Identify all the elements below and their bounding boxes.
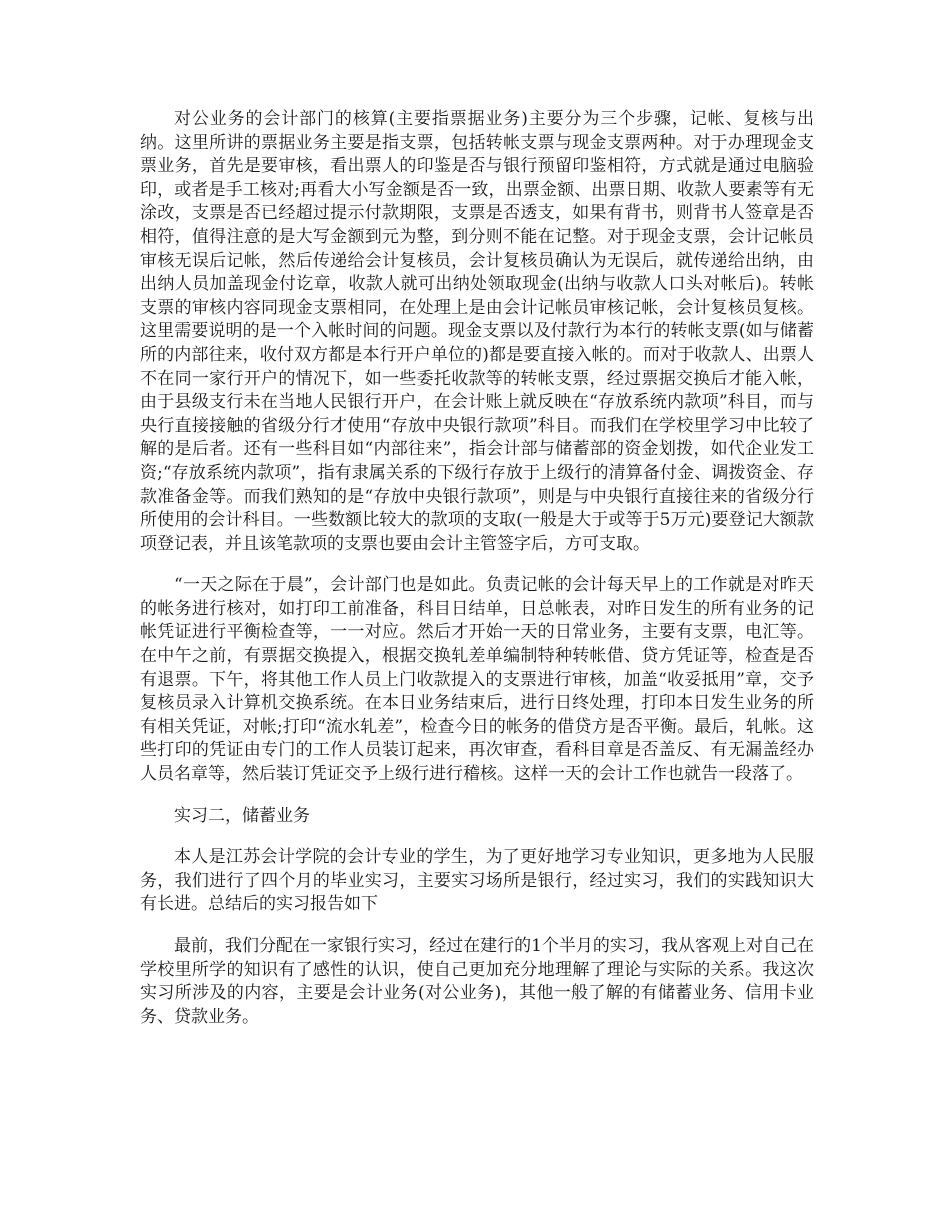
paragraph-accounting-process: 对公业务的会计部门的核算(主要指票据业务)主要分为三个步骤，记帐、复核与出纳。这里所讲的票据业务主要是指支票，包括转帐支票与现金支票两种。对于办理现金支票业务，首先是要审核，看出票人的印鉴是否与银行预留印鉴相符，方式就是通过电脑验印，或者是手工核对;再看大小写金额是否一致，出票金额、出票日期、收款人要素等有无涂改，支票是否已经超过提示付款期限，支票是否透支，如果有背书，则背书人签章是否相符，值得注意的是大写金额到元为整，到分则不能在记整。对于现金支票，会计记帐员审核无误后记帐，然后传递给会计复核员，会计复核员确认为无误后，就传递给出纳，由出纳人员加盖现金付讫章，收款人就可出纳处领取现金(出纳与收款人口头对帐后)。转帐支票的审核内容同现金支票相同，在处理上是由会计记帐员审核记帐，会计复核员复核。这里需要说明的是一个入帐时间的问题。现金支票以及付款行为本行的转帐支票(如与储蓄所的内部往来，收付双方都是本行开户单位的)都是要直接入帐的。而对于收款人、出票人不在同一家行开户的情况下，如一些委托收款等的转帐支票，经过票据交换后才能入帐，由于县级支行未在当地人民银行开户，在会计账上就反映在“存放系统内款项”科目，而与央行直接接触的省级分行才使用“存放中央银行款项”科目。而我们在学校里学习中比较了解的是后者。还有一些科目如“内部往来”，指会计部与储蓄部的资金划拨，如代企业发工资;“存放系统内款项”，指有隶属关系的下级行存放于上级行的清算备付金、调拨资金、存款准备金等。而我们熟知的是“存放中央银行款项”，则是与中央银行直接往来的省级分行所使用的会计科目。一些数额比较大的款项的支取(一般是大于或等于5万元)要登记大额款项登记表，并且该笔款项的支票也要由会计主管签字后，方可支取。	[140, 109, 814, 554]
document-body	[140, 108, 814, 1047]
paragraph-introduction: 本人是江苏会计学院的会计专业的学生，为了更好地学习专业知识，更多地为人民服务，我们进行了四个月的毕业实习，主要实习场所是银行，经过实习，我们的实践知识大有长进。总结后的实习报告如下	[140, 847, 814, 915]
paragraph-internship-summary: 最前，我们分配在一家银行实习，经过在建行的1个半月的实习，我从客观上对自己在学校里所学的知识有了感性的认识，使自己更加充分地理解了理论与实际的关系。我这次实习所涉及的内容，主要是会计业务(对公业务)，其他一般了解的有储蓄业务、信用卡业务、贷款业务。	[140, 936, 814, 1027]
paragraph-daily-routine: “一天之际在于晨”，会计部门也是如此。负责记帐的会计每天早上的工作就是对昨天的帐务进行核对，如打印工前准备，科目日结单，日总帐表，对昨日发生的所有业务的记帐凭证进行平衡检查等，一一对应。然后才开始一天的日常业务，主要有支票，电汇等。在中午之前，有票据交换提入，根据交换轧差单编制特种转帐借、贷方凭证等，检查是否有退票。下午，将其他工作人员上门收款提入的支票进行审核，加盖“收妥抵用”章，交予复核员录入计算机交换系统。在本日业务结束后，进行日终处理，打印本日发生业务的所有相关凭证，对帐;打印“流水轧差”，检查今日的帐务的借贷方是否平衡。最后，轧帐。这些打印的凭证由专门的工作人员装订起来，再次审查，看科目章是否盖反、有无漏盖经办人员名章等，然后装订凭证交予上级行进行稽核。这样一天的会计工作也就告一段落了。	[140, 575, 814, 785]
section-heading: 实习二，储蓄业务	[174, 805, 310, 826]
